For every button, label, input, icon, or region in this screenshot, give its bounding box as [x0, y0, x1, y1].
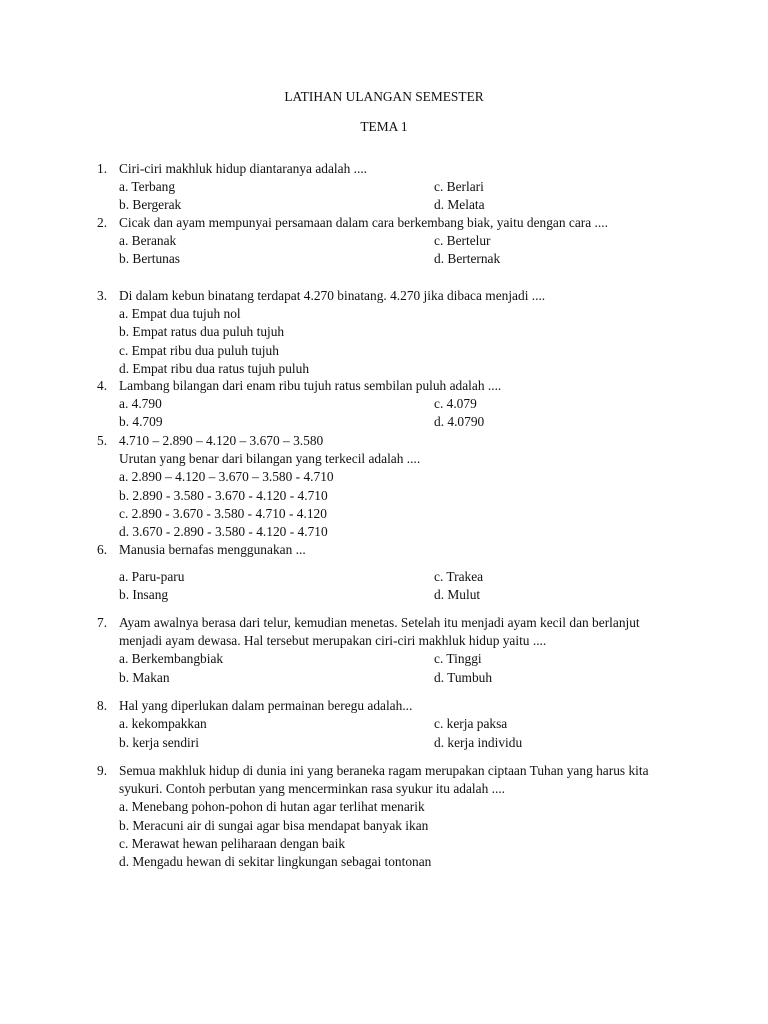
option-b: b. Empat ratus dua puluh tujuh [119, 324, 285, 340]
option-d: d. 4.0790 [434, 414, 485, 430]
document-title: LATIHAN ULANGAN SEMESTER [284, 89, 484, 104]
question-4 [97, 377, 677, 432]
option-a: a. kekompakkan [119, 716, 207, 732]
question-text: Semua makhluk hidup di dunia ini yang beraneka ragam merupakan ciptaan Tuhan yang harus kita syukuri. Contoh perbutan yang mencerminkan rasa syukur itu adalah .... [119, 763, 649, 797]
question-text: Di dalam kebun binatang terdapat 4.270 binatang. 4.270 jika dibaca menjadi .... [119, 288, 546, 303]
option-d: d. Melata [434, 197, 485, 213]
option-c: c. Berlari [434, 179, 484, 195]
document-subtitle: TEMA 1 [360, 119, 408, 134]
option-c: c. Bertelur [434, 233, 491, 249]
option-c: c. Merawat hewan peliharaan dengan baik [119, 835, 346, 851]
option-c: c. Tinggi [434, 651, 482, 667]
option-b: b. Meracuni air di sungai agar bisa mendapat banyak ikan [119, 817, 429, 833]
question-text: Ciri-ciri makhluk hidup diantaranya adalah .... [119, 161, 368, 176]
option-c: c. Trakea [434, 569, 484, 585]
option-b: b. 4.709 [119, 414, 163, 430]
question-text: Cicak dan ayam mempunyai persamaan dalam cara berkembang biak, yaitu dengan cara .... [119, 215, 608, 230]
question-number: 6. [97, 542, 108, 557]
option-c: c. 4.079 [434, 396, 477, 412]
option-b: b. kerja sendiri [119, 735, 199, 751]
question-text: Hal yang diperlukan dalam permainan beregu adalah... [119, 698, 413, 713]
question-number: 2. [97, 215, 108, 230]
question-number: 4. [97, 378, 108, 393]
option-a: a. 2.890 – 4.120 – 3.670 – 3.580 - 4.710 [119, 469, 334, 485]
question-7 [97, 614, 677, 687]
option-d: d. 3.670 - 2.890 - 3.580 - 4.120 - 4.710 [119, 524, 328, 540]
option-a: a. 4.790 [119, 396, 162, 412]
question-text: Manusia bernafas menggunakan ... [119, 542, 306, 557]
option-d: d. Tumbuh [434, 669, 493, 685]
question-text-2: Urutan yang benar dari bilangan yang terkecil adalah .... [119, 451, 421, 467]
option-b: b. Bergerak [119, 197, 182, 213]
question-number: 7. [97, 615, 108, 630]
option-c: c. kerja paksa [434, 716, 508, 732]
option-b: b. 2.890 - 3.580 - 3.670 - 4.120 - 4.710 [119, 487, 328, 503]
question-text: 4.710 – 2.890 – 4.120 – 3.670 – 3.580 [119, 433, 324, 448]
option-d: d. Mengadu hewan di sekitar lingkungan sebagai tontonan [119, 854, 432, 870]
option-d: d. Empat ribu dua ratus tujuh puluh [119, 360, 310, 376]
option-c: c. Empat ribu dua puluh tujuh [119, 342, 279, 358]
option-c: c. 2.890 - 3.670 - 3.580 - 4.710 - 4.120 [119, 505, 327, 521]
question-8 [97, 697, 677, 753]
question-number: 5. [97, 433, 108, 448]
question-1 [97, 160, 677, 215]
question-2 [97, 214, 677, 269]
option-a: a. Empat dua tujuh nol [119, 306, 241, 322]
option-a: a. Berkembangbiak [119, 651, 224, 667]
question-text: Ayam awalnya berasa dari telur, kemudian menetas. Setelah itu menjadi ayam kecil dan berlanjut menjadi ayam dewasa. Hal tersebut merupakan ciri-ciri makhluk hidup yaitu .... [119, 615, 640, 649]
option-b: b. Makan [119, 669, 170, 685]
option-d: d. Berternak [434, 251, 501, 267]
question-9 [97, 762, 677, 871]
question-3 [97, 287, 677, 378]
question-number: 9. [97, 763, 108, 778]
question-number: 3. [97, 288, 108, 303]
option-d: d. kerja individu [434, 735, 523, 751]
question-number: 8. [97, 698, 108, 713]
option-b: b. Bertunas [119, 251, 180, 267]
question-5 [97, 432, 677, 541]
option-d: d. Mulut [434, 587, 481, 603]
option-a: a. Paru-paru [119, 569, 185, 585]
option-a: a. Menebang pohon-pohon di hutan agar terlihat menarik [119, 799, 425, 815]
question-6 [97, 541, 677, 605]
question-text: Lambang bilangan dari enam ribu tujuh ratus sembilan puluh adalah .... [119, 378, 502, 393]
option-a: a. Terbang [119, 179, 176, 195]
option-b: b. Insang [119, 587, 169, 603]
question-number: 1. [97, 161, 108, 176]
option-a: a. Beranak [119, 233, 177, 249]
